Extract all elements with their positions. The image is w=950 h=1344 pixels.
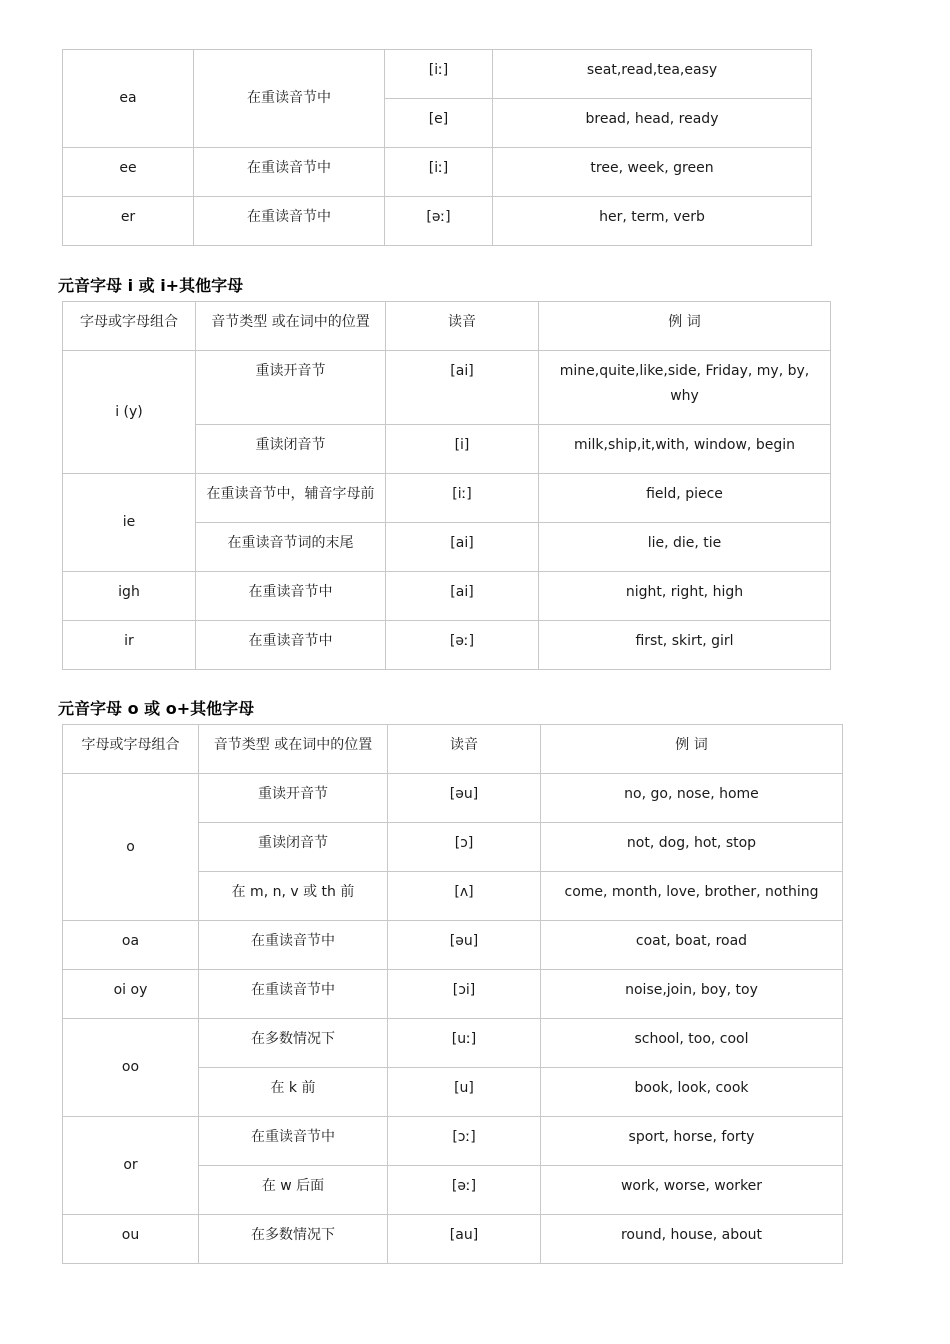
position-cell: 在重读音节中	[199, 1117, 388, 1166]
table-row	[63, 1117, 843, 1166]
sound-cell: [əu]	[388, 774, 541, 823]
position-cell: 重读开音节	[196, 351, 386, 425]
table-row	[63, 474, 831, 523]
letters-cell: oo	[63, 1019, 199, 1117]
phonics-table-continued	[62, 49, 812, 246]
sound-cell: [ɔː]	[388, 1117, 541, 1166]
letters-cell: i (y)	[63, 351, 196, 474]
table-row	[63, 351, 831, 425]
header-sound: 读音	[386, 302, 539, 351]
sound-cell: [u]	[388, 1068, 541, 1117]
sound-cell: [ai]	[386, 351, 539, 425]
examples-cell: book, look, cook	[541, 1068, 843, 1117]
table-row	[63, 148, 812, 197]
position-cell: 在重读音节中	[196, 621, 386, 670]
position-cell: 重读开音节	[199, 774, 388, 823]
section-title-o: 元音字母 o 或 o+其他字母	[58, 699, 255, 718]
header-letters: 字母或字母组合	[63, 302, 196, 351]
sound-cell: [ʌ]	[388, 872, 541, 921]
examples-cell: tree, week, green	[493, 148, 812, 197]
table-row	[63, 970, 843, 1019]
position-cell: 重读闭音节	[199, 823, 388, 872]
sound-cell: [əu]	[388, 921, 541, 970]
examples-cell: bread, head, ready	[493, 99, 812, 148]
position-cell: 在多数情况下	[199, 1019, 388, 1068]
phonics-table-o	[62, 724, 843, 1264]
table-row	[63, 921, 843, 970]
letters-cell: ir	[63, 621, 196, 670]
examples-cell: night, right, high	[539, 572, 831, 621]
sound-cell: [iː]	[385, 50, 493, 99]
letters-cell: ee	[63, 148, 194, 197]
position-cell: 在重读音节中	[194, 197, 385, 246]
position-cell: 在重读音节中，辅音字母前	[196, 474, 386, 523]
examples-cell: work, worse, worker	[541, 1166, 843, 1215]
sound-cell: [ai]	[386, 572, 539, 621]
position-cell: 重读闭音节	[196, 425, 386, 474]
position-cell: 在 w 后面	[199, 1166, 388, 1215]
position-cell: 在重读音节中	[194, 148, 385, 197]
sound-cell: [ai]	[386, 523, 539, 572]
position-cell: 在重读音节中	[196, 572, 386, 621]
sound-cell: [au]	[388, 1215, 541, 1264]
table-row	[63, 572, 831, 621]
letters-cell: er	[63, 197, 194, 246]
position-cell: 在重读音节词的末尾	[196, 523, 386, 572]
sound-cell: [iː]	[386, 474, 539, 523]
letters-cell: igh	[63, 572, 196, 621]
examples-cell: coat, boat, road	[541, 921, 843, 970]
letters-cell: ea	[63, 50, 194, 148]
sound-cell: [i]	[386, 425, 539, 474]
section-title-i: 元音字母 i 或 i+其他字母	[58, 276, 244, 295]
position-cell: 在 k 前	[199, 1068, 388, 1117]
sound-cell: [əː]	[385, 197, 493, 246]
letters-cell: ou	[63, 1215, 199, 1264]
letters-cell: oi oy	[63, 970, 199, 1019]
sound-cell: [uː]	[388, 1019, 541, 1068]
table-row	[63, 1215, 843, 1264]
sound-cell: [e]	[385, 99, 493, 148]
header-examples: 例 词	[541, 725, 843, 774]
examples-cell: first, skirt, girl	[539, 621, 831, 670]
letters-cell: ie	[63, 474, 196, 572]
header-letters: 字母或字母组合	[63, 725, 199, 774]
header-position: 音节类型 或在词中的位置	[196, 302, 386, 351]
letters-cell: o	[63, 774, 199, 921]
examples-cell: no, go, nose, home	[541, 774, 843, 823]
examples-cell: school, too, cool	[541, 1019, 843, 1068]
examples-cell: milk,ship,it,with, window, begin	[539, 425, 831, 474]
letters-cell: or	[63, 1117, 199, 1215]
position-cell: 在重读音节中	[194, 50, 385, 148]
examples-cell: sport, horse, forty	[541, 1117, 843, 1166]
examples-cell: not, dog, hot, stop	[541, 823, 843, 872]
position-cell: 在重读音节中	[199, 921, 388, 970]
sound-cell: [ɔ]	[388, 823, 541, 872]
position-cell: 在重读音节中	[199, 970, 388, 1019]
table-header-row	[63, 725, 843, 774]
examples-cell: her, term, verb	[493, 197, 812, 246]
position-cell: 在多数情况下	[199, 1215, 388, 1264]
table-row	[63, 621, 831, 670]
examples-cell: noise,join, boy, toy	[541, 970, 843, 1019]
examples-cell: round, house, about	[541, 1215, 843, 1264]
sound-cell: [iː]	[385, 148, 493, 197]
header-position: 音节类型 或在词中的位置	[199, 725, 388, 774]
letters-cell: oa	[63, 921, 199, 970]
header-sound: 读音	[388, 725, 541, 774]
table-row	[63, 50, 812, 99]
table-header-row	[63, 302, 831, 351]
phonics-table-i	[62, 301, 831, 670]
examples-cell: lie, die, tie	[539, 523, 831, 572]
examples-cell: seat,read,tea,easy	[493, 50, 812, 99]
table-row	[63, 1019, 843, 1068]
sound-cell: [əː]	[386, 621, 539, 670]
table-row	[63, 774, 843, 823]
sound-cell: [ɔi]	[388, 970, 541, 1019]
examples-cell: come, month, love, brother, nothing	[541, 872, 843, 921]
examples-cell: field, piece	[539, 474, 831, 523]
table-row	[63, 197, 812, 246]
examples-cell: mine,quite,like,side, Friday, my, by, why	[539, 351, 831, 425]
sound-cell: [əː]	[388, 1166, 541, 1215]
header-examples: 例 词	[539, 302, 831, 351]
position-cell: 在 m, n, v 或 th 前	[199, 872, 388, 921]
